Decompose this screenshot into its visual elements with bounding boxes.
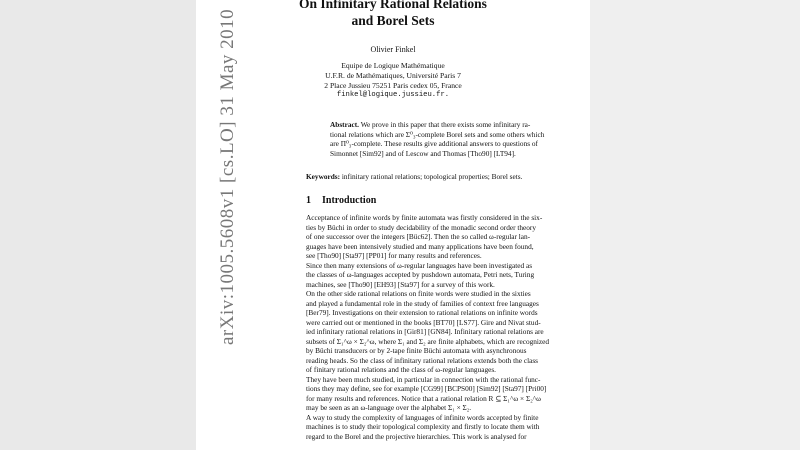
author-name: Olivier Finkel — [370, 45, 416, 54]
abstract — [330, 120, 562, 158]
body-line: and played a fundamental role in the study of families of context free languages — [306, 298, 539, 308]
section-heading — [306, 195, 376, 206]
body-line: subsets of Σ₁^ω × Σ₂^ω, where Σ₁ and Σ₂ are finite alphabets, which are recognized — [306, 336, 550, 346]
body-line: On the other side rational relations on finite words were studied in the sixties — [306, 289, 531, 298]
body-line: machines is to study their topological complexity and firstly to locate them with — [306, 422, 540, 431]
introduction-body — [306, 213, 590, 441]
body-line: [Ber79]. Investigations on their extension to rational relations on infinite words — [306, 308, 538, 317]
abstract-line: Simonnet [Sim92] and of Lescow and Thomas [Tho90] [LT94]. — [330, 148, 516, 158]
keywords — [306, 172, 576, 181]
affiliation-line-2: U.F.R. de Mathématiques, Université Paris 7 — [325, 71, 461, 80]
body-line: machines, see [Tho90] [EH93] [Sta97] for a survey of this work. — [306, 279, 495, 289]
arxiv-identifier[interactable]: arXiv:1005.5608v1 [cs.LO] 31 May 2010 — [217, 8, 238, 345]
abstract-label: Abstract. — [330, 120, 359, 129]
keywords-text: infinitary rational relations; topological properties; Borel sets. — [341, 172, 523, 181]
body-line: by Büchi transducers or by 2-tape finite Büchi automata with asynchronous — [306, 346, 527, 355]
keywords-label: Keywords: — [306, 172, 341, 181]
body-line: were carried out or mentioned in the books [BT70] [LS77]. Gire and Nivat stud- — [306, 317, 541, 327]
author-email[interactable]: finkel@logique.jussieu.fr. — [336, 91, 450, 99]
body-line: Since then many extensions of ω-regular languages have been investigated as — [306, 260, 533, 270]
body-line: of one successor over the integers [Büc62]. Then the so called ω-regular lan- — [306, 232, 531, 241]
body-line: tions they may define, see for example [CG99] [BCPS00] [Sim92] [Sta97] [Pri00] — [306, 384, 547, 393]
affiliation-line-3: 2 Place Jussieu 75251 Paris cedex 05, France — [324, 81, 462, 90]
body-line: Acceptance of infinite words by finite automata was firstly considered in the six- — [306, 213, 543, 222]
paper-title-line-2: and Borel Sets — [351, 13, 435, 28]
paper-page — [196, 0, 590, 450]
abstract-line: tional relations which are Σ⁰₃-complete Borel sets and some others which — [330, 129, 545, 139]
body-line: of finitary rational relations and the class of ω-regular languages. — [306, 365, 496, 374]
section-title: Introduction — [322, 195, 377, 206]
background-right — [590, 0, 800, 450]
body-line: ied infinitary rational relations in [Gir81] [GN84]. Infinitary rational relations are — [306, 327, 544, 336]
abstract-line: We prove in this paper that there exists some infinitary ra- — [360, 120, 531, 129]
paper-title-line-1: On Infinitary Rational Relations — [299, 0, 487, 11]
section-number: 1 — [306, 195, 311, 206]
body-line: the classes of ω-languages accepted by pushdown automata, Petri nets, Turing — [306, 270, 535, 279]
body-line: regard to the Borel and the projective hierarchies. This work is analysed for — [306, 431, 527, 441]
body-line: A way to study the complexity of languages of infinite words accepted by finite — [306, 412, 539, 422]
body-line: see [Tho90] [Sta97] [PP01] for many results and references. — [306, 251, 482, 260]
body-line: They have been much studied, in particular in connection with the rational func- — [306, 374, 541, 384]
body-line: for many results and references. Notice that a rational relation R ⊆ Σ₁^ω × Σ₂^ω — [306, 393, 541, 403]
body-line: may be seen as an ω-language over the alphabet Σ₁ × Σ₂. — [306, 403, 472, 412]
body-line: reading heads. So the class of infinitary rational relations extends both the class — [306, 355, 539, 365]
affiliation-line-1: Equipe de Logique Mathématique — [341, 61, 445, 70]
abstract-line: are Π⁰₃-complete. These results give additional answers to questions of — [330, 139, 538, 148]
body-line: ties by Büchi in order to study decidability of the monadic second order theory — [306, 222, 536, 232]
body-line: guages have been intensively studied and many applications have been found, — [306, 241, 534, 251]
